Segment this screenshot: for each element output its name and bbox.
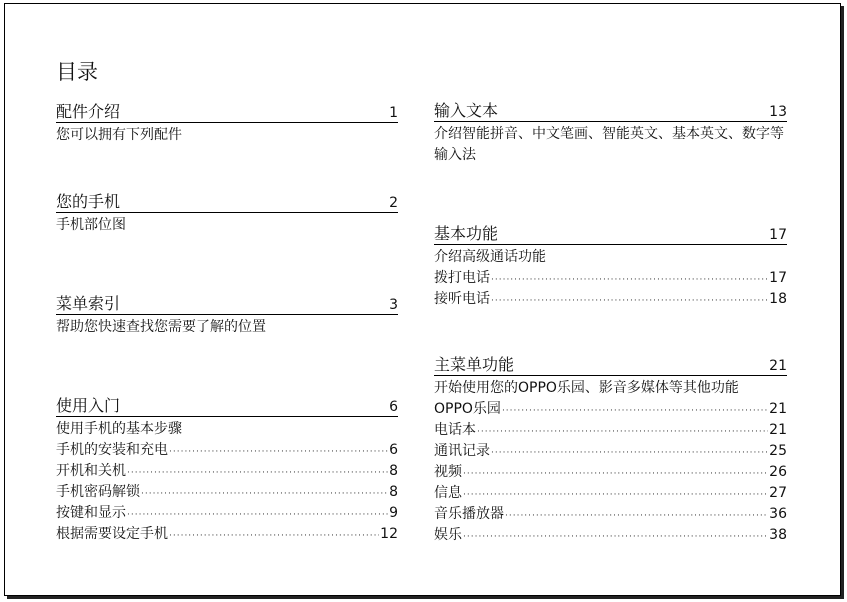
dot-leader [477, 422, 768, 443]
toc-entry[interactable] [434, 462, 787, 483]
dot-leader [141, 484, 388, 505]
toc-entry[interactable] [434, 525, 787, 546]
dot-leader [169, 526, 379, 547]
dot-leader [169, 442, 388, 463]
toc-section-menu-index [56, 292, 398, 338]
section-description: 介绍智能拼音、中文笔画、智能英文、基本英文、数字等输入法 [434, 126, 784, 163]
entry-label: 娱乐 [434, 527, 462, 543]
section-description: 开始使用您的OPPO乐园、影音多媒体等其他功能 [434, 380, 739, 396]
dot-leader [491, 291, 768, 312]
toc-section-accessories [56, 100, 398, 146]
toc-section-your-phone [56, 190, 398, 236]
section-heading-row[interactable] [56, 394, 398, 417]
section-heading: 您的手机 [56, 192, 121, 211]
entry-label: 根据需要设定手机 [56, 526, 168, 542]
section-page-number: 6 [389, 399, 398, 415]
toc-entry[interactable] [56, 503, 398, 524]
entry-page-number: 18 [769, 291, 787, 307]
entry-page-number: 38 [769, 527, 787, 543]
entry-page-number: 6 [389, 442, 398, 458]
entry-label: 视频 [434, 464, 462, 480]
toc-entry[interactable] [434, 420, 787, 441]
section-heading-row[interactable] [434, 222, 787, 245]
entry-page-number: 8 [389, 463, 398, 479]
entry-label: 拨打电话 [434, 270, 490, 286]
section-heading: 菜单索引 [56, 294, 121, 313]
section-heading-row[interactable] [56, 190, 398, 213]
section-heading-row[interactable] [56, 292, 398, 315]
entry-page-number: 9 [389, 505, 398, 521]
toc-entry[interactable] [56, 461, 398, 482]
section-heading: 主菜单功能 [434, 355, 515, 374]
toc-entry[interactable] [434, 399, 787, 420]
dot-leader [463, 527, 768, 548]
entry-page-number: 27 [769, 485, 787, 501]
toc-entry[interactable] [434, 441, 787, 462]
toc-entry[interactable] [434, 504, 787, 525]
entry-label: OPPO乐园 [434, 401, 501, 417]
section-page-number: 21 [769, 358, 787, 374]
dot-leader [127, 463, 388, 484]
section-heading: 基本功能 [434, 224, 499, 243]
entry-label: 开机和关机 [56, 463, 126, 479]
entry-label: 接听电话 [434, 291, 490, 307]
entry-label: 信息 [434, 485, 462, 501]
dot-leader [127, 505, 388, 526]
entry-page-number: 12 [380, 526, 398, 542]
toc-entry[interactable] [56, 482, 398, 503]
toc-section-main-menu [434, 353, 787, 546]
entry-page-number: 21 [769, 401, 787, 417]
section-heading-row[interactable] [56, 100, 398, 123]
entry-page-number: 21 [769, 422, 787, 438]
toc-section-text-input [434, 99, 787, 166]
section-page-number: 17 [769, 227, 787, 243]
entry-page-number: 17 [769, 270, 787, 286]
section-heading: 配件介绍 [56, 102, 121, 121]
entry-page-number: 26 [769, 464, 787, 480]
toc-section-getting-started [56, 394, 398, 545]
entry-label: 手机的安装和充电 [56, 442, 168, 458]
section-description: 帮助您快速查找您需要了解的位置 [56, 319, 266, 335]
section-heading: 输入文本 [434, 101, 499, 120]
dot-leader [502, 401, 768, 422]
toc-entry[interactable] [434, 483, 787, 504]
dot-leader [463, 464, 768, 485]
entry-page-number: 36 [769, 506, 787, 522]
toc-entry[interactable] [56, 524, 398, 545]
toc-section-basic-functions [434, 222, 787, 310]
section-heading-row[interactable] [434, 353, 787, 376]
dot-leader [463, 485, 768, 506]
toc-title: 目录 [56, 60, 98, 84]
entry-page-number: 25 [769, 443, 787, 459]
toc-entry[interactable] [56, 440, 398, 461]
entry-label: 手机密码解锁 [56, 484, 140, 500]
dot-leader [491, 443, 768, 464]
entry-label: 电话本 [434, 422, 476, 438]
toc-entry[interactable] [434, 289, 787, 310]
section-page-number: 2 [389, 195, 398, 211]
section-description: 使用手机的基本步骤 [56, 421, 182, 437]
toc-entry[interactable] [434, 268, 787, 289]
section-page-number: 1 [389, 105, 398, 121]
entry-label: 音乐播放器 [434, 506, 504, 522]
section-page-number: 3 [389, 297, 398, 313]
section-description: 介绍高级通话功能 [434, 249, 546, 265]
dot-leader [505, 506, 768, 527]
section-heading: 使用入门 [56, 396, 121, 415]
section-page-number: 13 [769, 104, 787, 120]
entry-label: 通讯记录 [434, 443, 490, 459]
section-description: 您可以拥有下列配件 [56, 127, 182, 143]
entry-label: 按键和显示 [56, 505, 126, 521]
entry-page-number: 8 [389, 484, 398, 500]
section-heading-row[interactable] [434, 99, 787, 122]
section-description: 手机部位图 [56, 217, 126, 233]
dot-leader [491, 270, 768, 291]
